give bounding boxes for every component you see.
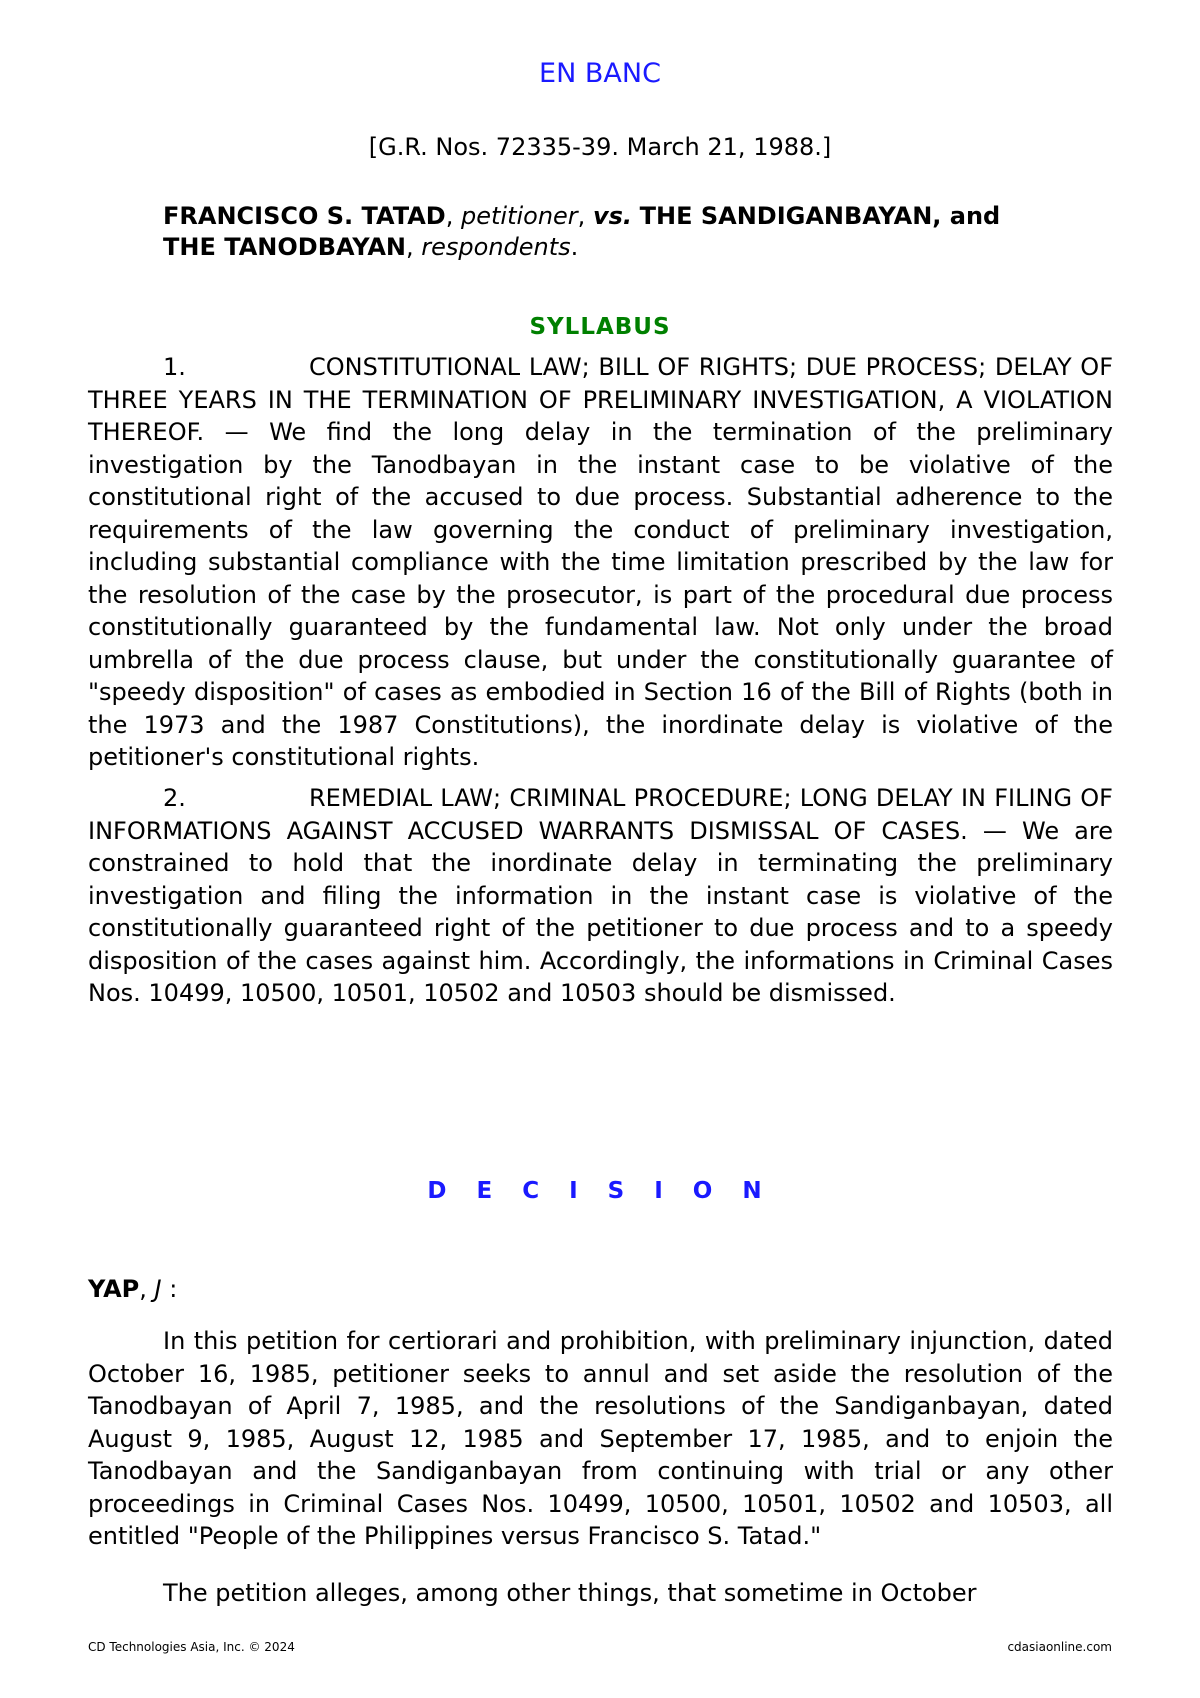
- syllabus-heading: SYLLABUS: [529, 314, 671, 340]
- syllabus-item-2: [88, 782, 1113, 1010]
- court-division: EN BANC: [539, 58, 661, 89]
- petitioner-role: petitioner: [460, 202, 578, 230]
- syllabus-item-text: CONSTITUTIONAL LAW; BILL OF RIGHTS; DUE PROCESS; DELAY OF THREE YEARS IN THE TERMINATION OF PRELIMINARY INVESTIGATION, A VIOLATION THEREOF. — We find the long delay in the termination of the preliminary investigation by the Tanodbayan in the instant case to be violative of the constitutional right of the accused to due process. Substantial adherence to the requirements of the law governing the conduct of preliminary investigation, including substantial compliance with the time limitation prescribed by the law for the resolution of the case by the prosecutor, is part of the procedural due process constitutionally guaranteed by the fundamental law. Not only under the broad umbrella of the due process clause, but under the constitutionally guarantee of "speedy disposition" of cases as embodied in Section 16 of the Bill of Rights (both in the 1973 and the 1987 Constitutions), the inordinate delay is violative of the petitioner's constitutional rights.: [88, 353, 1113, 771]
- case-parties: FRANCISCO S. TATAD, petitioner, vs. THE SANDIGANBAYAN, and THE TANODBAYAN, respondents.: [163, 202, 1001, 261]
- case-number: [G.R. Nos. 72335-39. March 21, 1988.]: [368, 133, 832, 161]
- respondent-1: THE SANDIGANBAYAN, and: [639, 202, 1001, 230]
- syllabus-item-number: 1.: [163, 353, 186, 381]
- syllabus-item-number: 2.: [163, 784, 186, 812]
- footer-copyright: CD Technologies Asia, Inc. © 2024: [88, 1640, 295, 1654]
- versus-label: vs.: [592, 202, 632, 230]
- ponente-name: YAP: [88, 1275, 140, 1303]
- decision-paragraph-1: In this petition for certiorari and prohibition, with preliminary injunction, dated October 16, 1985, petitioner seeks to annul and set aside the resolution of the Tanodbayan of April 7, 1985, and the resolutions of the Sandiganbayan, dated August 9, 1985, August 12, 1985 and September 17, 1985, and to enjoin the Tanodbayan and the Sandiganbayan from continuing with trial or any other proceedings in Criminal Cases Nos. 10499, 10500, 10501, 10502 and 10503, all entitled "People of the Philippines versus Francisco S. Tatad.": [88, 1327, 1113, 1550]
- ponente: YAP, J :: [88, 1275, 178, 1303]
- respondent-role: respondents: [421, 233, 571, 261]
- footer-website: cdasiaonline.com: [1007, 1640, 1112, 1654]
- ponente-suffix: J: [154, 1275, 162, 1303]
- decision-heading: D E C I S I O N: [427, 1178, 773, 1204]
- decision-paragraph-2: The petition alleges, among other things, that sometime in October: [163, 1579, 977, 1607]
- syllabus-item-text: REMEDIAL LAW; CRIMINAL PROCEDURE; LONG DELAY IN FILING OF INFORMATIONS AGAINST ACCUSED WARRANTS DISMISSAL OF CASES. — We are constrained to hold that the inordinate delay in terminating the preliminary investigation and filing the information in the instant case is violative of the constitutionally guaranteed right of the petitioner to due process and to a speedy disposition of the cases against him. Accordingly, the informations in Criminal Cases Nos. 10499, 10500, 10501, 10502 and 10503 should be dismissed.: [88, 784, 1113, 1007]
- syllabus-item-1: [88, 351, 1113, 774]
- petitioner-name: FRANCISCO S. TATAD: [163, 202, 446, 230]
- respondent-2: THE TANODBAYAN: [163, 233, 407, 261]
